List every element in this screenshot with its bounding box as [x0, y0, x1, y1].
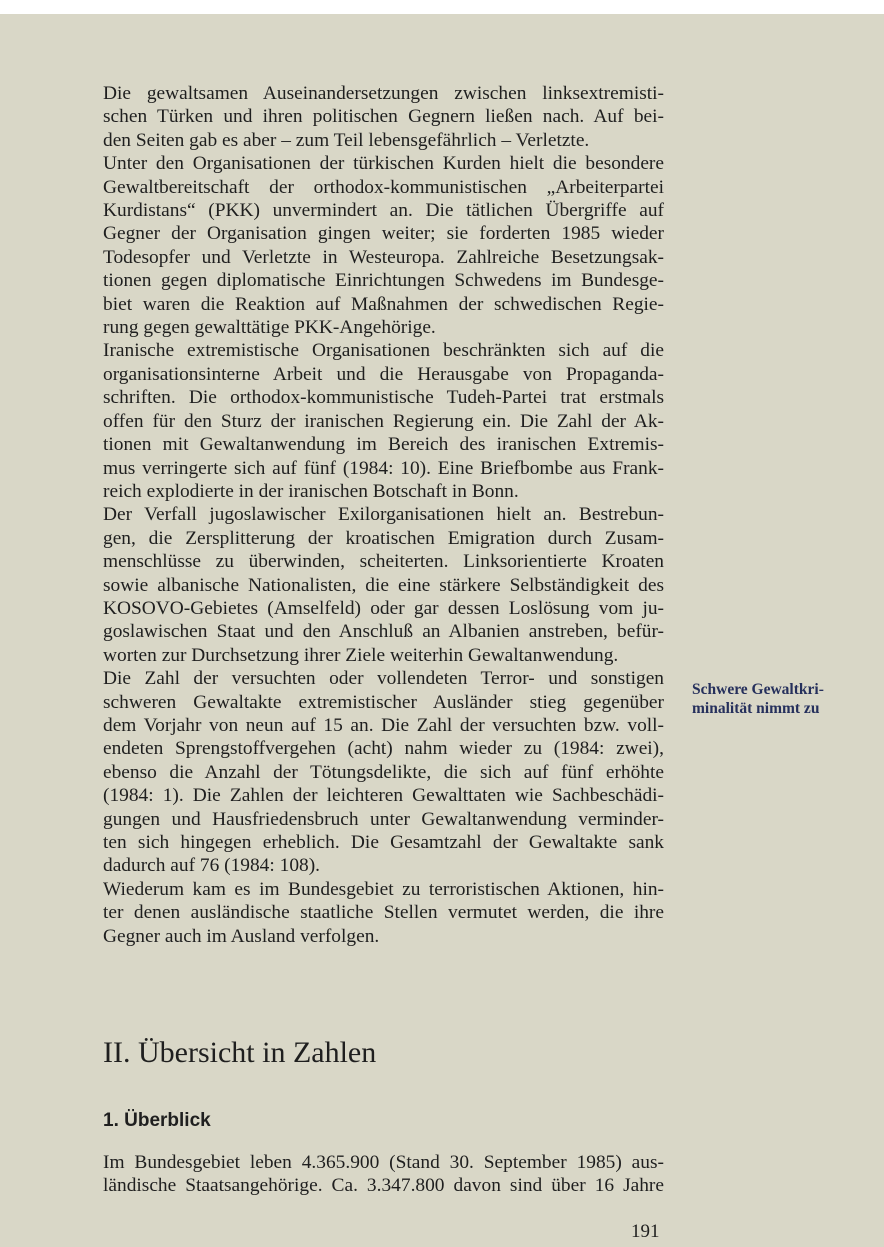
text-line: tionen gegen diplomatische Einrichtungen Schwedens im Bundesge-	[103, 270, 664, 292]
text-line: ter denen ausländische staatliche Stellen vermutet werden, die ihre	[103, 902, 664, 924]
paragraph	[103, 667, 664, 878]
text-line: Im Bundesgebiet leben 4.365.900 (Stand 30. September 1985) aus-	[103, 1152, 664, 1173]
paragraph	[103, 152, 664, 339]
text-line: Unter den Organisationen der türkischen Kurden hielt die besondere	[103, 153, 664, 175]
text-line: schweren Gewaltakte extremistischer Ausländer stieg gegenüber	[103, 691, 664, 713]
text-line: gungen und Hausfriedensbruch unter Gewaltanwendung verminder-	[103, 808, 664, 830]
text-line: Todesopfer und Verletzte in Westeuropa. Zahlreiche Besetzungsak-	[103, 246, 664, 268]
text-line: goslawischen Staat und den Anschluß an Albanien anstreben, befür-	[103, 621, 664, 643]
paragraph	[103, 339, 664, 503]
text-line: schen Türken und ihren politischen Gegnern ließen nach. Auf bei-	[103, 106, 664, 128]
text-line: Die gewaltsamen Auseinandersetzungen zwischen linksextremisti-	[103, 83, 664, 104]
text-line: ländische Staatsangehörige. Ca. 3.347.800 davon sind über 16 Jahre	[103, 1175, 664, 1197]
page-number: 191	[631, 1221, 660, 1242]
text-line: Wiederum kam es im Bundesgebiet zu terroristischen Aktionen, hin-	[103, 878, 664, 900]
text-line: rung gegen gewalttätige PKK-Angehörige.	[103, 317, 436, 339]
margin-note-line: minalität nimmt zu	[692, 700, 820, 717]
text-line: Der Verfall jugoslawischer Exilorganisationen hielt an. Bestrebun-	[103, 504, 664, 526]
text-line: gen, die Zersplitterung der kroatischen Emigration durch Zusam-	[103, 527, 664, 549]
paragraph	[103, 82, 664, 152]
text-line: ten sich hingegen erheblich. Die Gesamtzahl der Gewaltakte sank	[103, 832, 664, 853]
section-heading: II. Übersicht in Zahlen	[103, 1036, 377, 1069]
text-line: Iranische extremistische Organisationen beschränkten sich auf die	[103, 340, 664, 362]
paragraph	[103, 503, 664, 667]
text-line: Gewaltbereitschaft der orthodox-kommunistischen „Arbeiterpartei	[103, 176, 664, 198]
margin-note-line: Schwere Gewaltkri-	[692, 681, 824, 698]
text-line: den Seiten gab es aber – zum Teil lebensgefährlich – Verletzte.	[103, 129, 590, 151]
text-line: schriften. Die orthodox-kommunistische Tudeh-Partei trat erstmals	[103, 387, 664, 409]
subsection-heading: 1. Überblick	[103, 1110, 211, 1131]
text-line: Gegner der Organisation gingen weiter; sie forderten 1985 wieder	[103, 223, 664, 245]
text-line: (1984: 1). Die Zahlen der leichteren Gewalttaten wie Sachbeschädi-	[103, 785, 664, 807]
overview-text	[103, 1151, 664, 1198]
text-line: offen für den Sturz der iranischen Regierung ein. Die Zahl der Ak-	[103, 410, 664, 432]
text-line: Die Zahl der versuchten oder vollendeten Terror- und sonstigen	[103, 668, 664, 690]
margin-note	[692, 680, 842, 718]
text-line: mus verringerte sich auf fünf (1984: 10). Eine Briefbombe aus Frank-	[103, 457, 664, 479]
text-line: KOSOVO-Gebietes (Amselfeld) oder gar dessen Loslösung vom ju-	[103, 597, 664, 619]
text-line: organisationsinterne Arbeit und die Herausgabe von Propaganda-	[103, 363, 664, 385]
text-line: dadurch auf 76 (1984: 108).	[103, 855, 321, 877]
text-line: worten zur Durchsetzung ihrer Ziele weiterhin Gewaltanwendung.	[103, 644, 619, 666]
text-line: menschlüsse zu überwinden, scheiterten. Linksorientierte Kroaten	[103, 551, 664, 573]
text-line: endeten Sprengstoffvergehen (acht) nahm wieder zu (1984: zwei),	[103, 738, 664, 760]
paragraph	[103, 878, 664, 948]
body-text	[103, 82, 664, 948]
text-line: sowie albanische Nationalisten, die eine stärkere Selbständigkeit des	[103, 574, 664, 596]
text-line: reich explodierte in der iranischen Botschaft in Bonn.	[103, 480, 519, 502]
text-line: ebenso die Anzahl der Tötungsdelikte, die sich auf fünf erhöhte	[103, 761, 664, 783]
text-line: Kurdistans“ (PKK) unvermindert an. Die tätlichen Übergriffe auf	[103, 200, 664, 222]
text-line: Gegner auch im Ausland verfolgen.	[103, 925, 380, 947]
text-line: biet waren die Reaktion auf Maßnahmen der schwedischen Regie-	[103, 293, 664, 315]
text-line: dem Vorjahr von neun auf 15 an. Die Zahl der versuchten bzw. voll-	[103, 714, 664, 736]
text-line: tionen mit Gewaltanwendung im Bereich des iranischen Extremis-	[103, 434, 664, 456]
